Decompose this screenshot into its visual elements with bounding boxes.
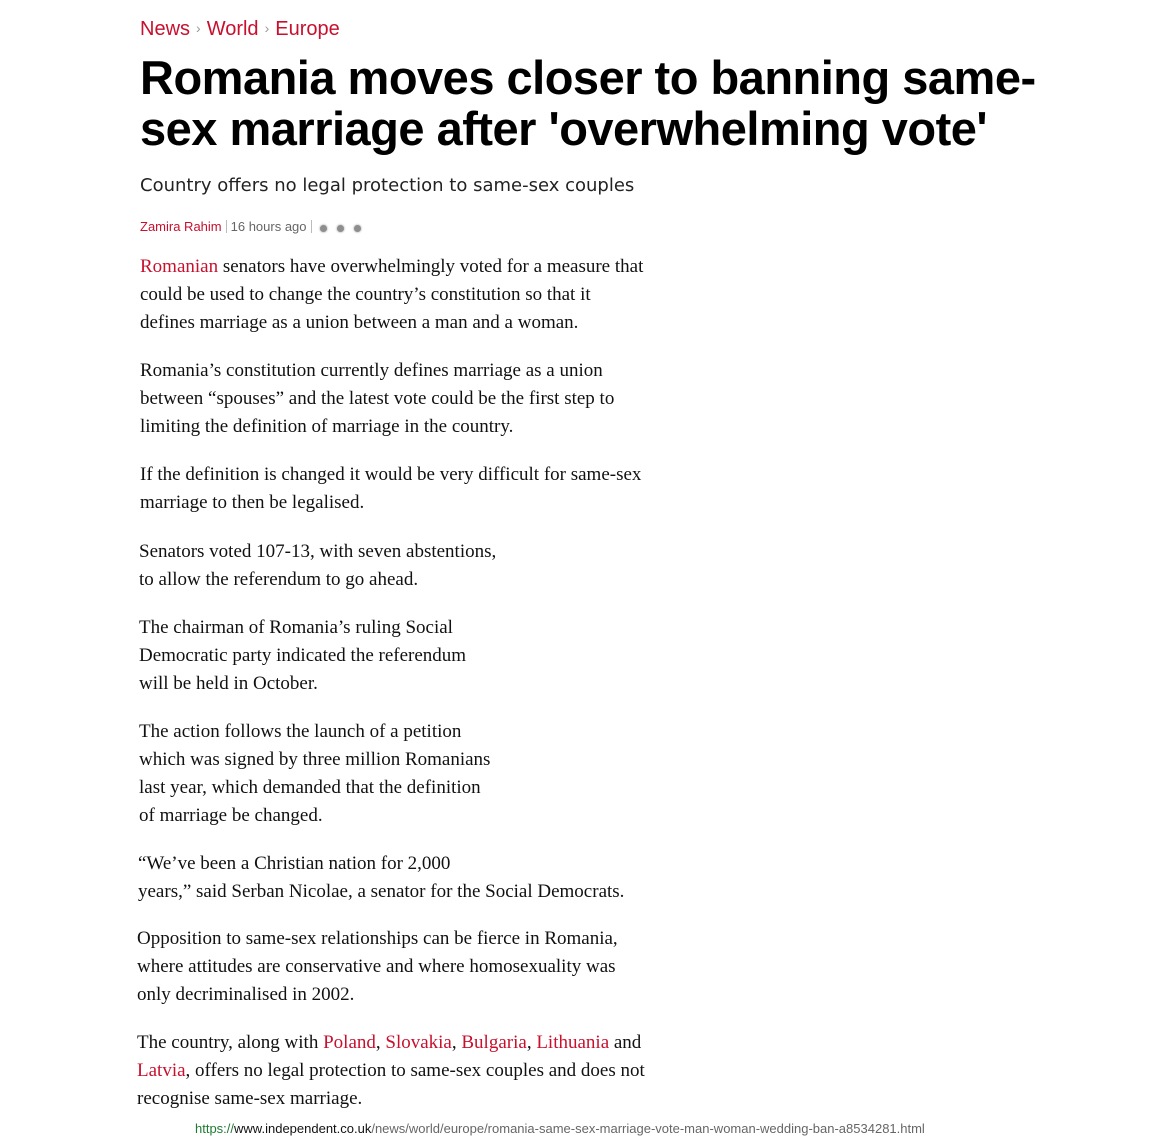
- url-host: www.independent.co.uk: [234, 1121, 372, 1136]
- publish-time: 16 hours ago: [230, 219, 307, 234]
- paragraph-line: The chairman of Romania’s ruling Social: [139, 617, 453, 638]
- paragraph-text: , offers no legal protection to same-sex couples and does not: [185, 1060, 645, 1081]
- paragraph-line: only decriminalised in 2002.: [137, 984, 355, 1005]
- paragraph-line: limiting the definition of marriage in the country.: [140, 416, 514, 437]
- paragraph-line: will be held in October.: [139, 673, 318, 694]
- article-paragraph-2: [140, 357, 614, 441]
- headline-line-1: Romania moves closer to banning same-: [140, 51, 1036, 104]
- author-link[interactable]: Zamira Rahim: [140, 219, 222, 234]
- romanian-link[interactable]: Romanian: [140, 256, 219, 277]
- paragraph-text: and: [609, 1032, 642, 1053]
- headline-line-2: sex marriage after 'overwhelming vote': [140, 102, 988, 155]
- article-paragraph-6: [139, 718, 490, 830]
- byline-divider: [311, 220, 312, 233]
- latvia-link[interactable]: Latvia: [137, 1060, 186, 1081]
- paragraph-line: recognise same-sex marriage.: [137, 1088, 363, 1109]
- punctuation: ,: [451, 1032, 462, 1053]
- paragraph-line: last year, which demanded that the definition: [139, 777, 481, 798]
- article-paragraph-8: [137, 925, 618, 1009]
- article-paragraph-1: [140, 253, 643, 337]
- paragraph-line: years,” said Serban Nicolae, a senator for the Social Democrats.: [138, 881, 625, 902]
- page-url: [195, 1121, 925, 1136]
- article-paragraph-5: [139, 614, 466, 698]
- paragraph-line: defines marriage as a union between a man and a woman.: [140, 312, 579, 333]
- url-scheme: https://: [195, 1121, 235, 1136]
- paragraph-line: of marriage be changed.: [139, 805, 323, 826]
- paragraph-line: could be used to change the country’s constitution so that it: [140, 284, 591, 305]
- breadcrumb-chevron-icon: ›: [264, 20, 270, 36]
- article-paragraph-3: [140, 461, 641, 517]
- article-paragraph-7: [138, 850, 624, 906]
- paragraph-line: senators have overwhelmingly voted for a measure that: [218, 256, 644, 277]
- breadcrumb: [140, 18, 340, 41]
- byline-divider: [226, 220, 227, 233]
- more-dots-icon[interactable]: [320, 225, 361, 232]
- paragraph-line: If the definition is changed it would be very difficult for same-sex: [140, 464, 642, 485]
- slovakia-link[interactable]: Slovakia: [385, 1032, 452, 1053]
- breadcrumb-chevron-icon: ›: [196, 20, 201, 36]
- paragraph-line: between “spouses” and the latest vote could be the first step to: [140, 388, 615, 409]
- article-paragraph-9: [137, 1029, 645, 1113]
- paragraph-line: “We’ve been a Christian nation for 2,000: [138, 853, 451, 874]
- lithuania-link[interactable]: Lithuania: [536, 1032, 610, 1053]
- paragraph-line: Democratic party indicated the referendum: [139, 645, 467, 666]
- poland-link[interactable]: Poland: [323, 1032, 376, 1053]
- paragraph-text: The country, along with: [137, 1032, 324, 1053]
- page-title: [140, 52, 1040, 154]
- dot: [320, 225, 327, 232]
- breadcrumb-europe-link[interactable]: Europe: [275, 18, 340, 40]
- dot: [337, 225, 344, 232]
- breadcrumb-world-link[interactable]: World: [206, 18, 259, 40]
- article-paragraph-4: [139, 538, 496, 594]
- paragraph-line: Opposition to same-sex relationships can be fierce in Romania,: [137, 928, 618, 949]
- paragraph-line: to allow the referendum to go ahead.: [139, 569, 419, 590]
- punctuation: ,: [526, 1032, 537, 1053]
- paragraph-line: where attitudes are conservative and where homosexuality was: [137, 956, 616, 977]
- paragraph-line: Senators voted 107-13, with seven abstentions,: [139, 541, 497, 562]
- byline: [140, 219, 361, 234]
- breadcrumb-news-link[interactable]: News: [140, 18, 191, 40]
- paragraph-line: marriage to then be legalised.: [140, 492, 365, 513]
- bulgaria-link[interactable]: Bulgaria: [461, 1032, 527, 1053]
- paragraph-line: which was signed by three million Romanians: [139, 749, 491, 770]
- dot: [354, 225, 361, 232]
- standfirst: Country offers no legal protection to same-sex couples: [140, 175, 635, 196]
- url-path: /news/world/europe/romania-same-sex-marriage-vote-man-woman-wedding-ban-a8534281.html: [371, 1121, 925, 1136]
- paragraph-line: Romania’s constitution currently defines marriage as a union: [140, 360, 603, 381]
- paragraph-line: The action follows the launch of a petition: [139, 721, 462, 742]
- punctuation: ,: [375, 1032, 386, 1053]
